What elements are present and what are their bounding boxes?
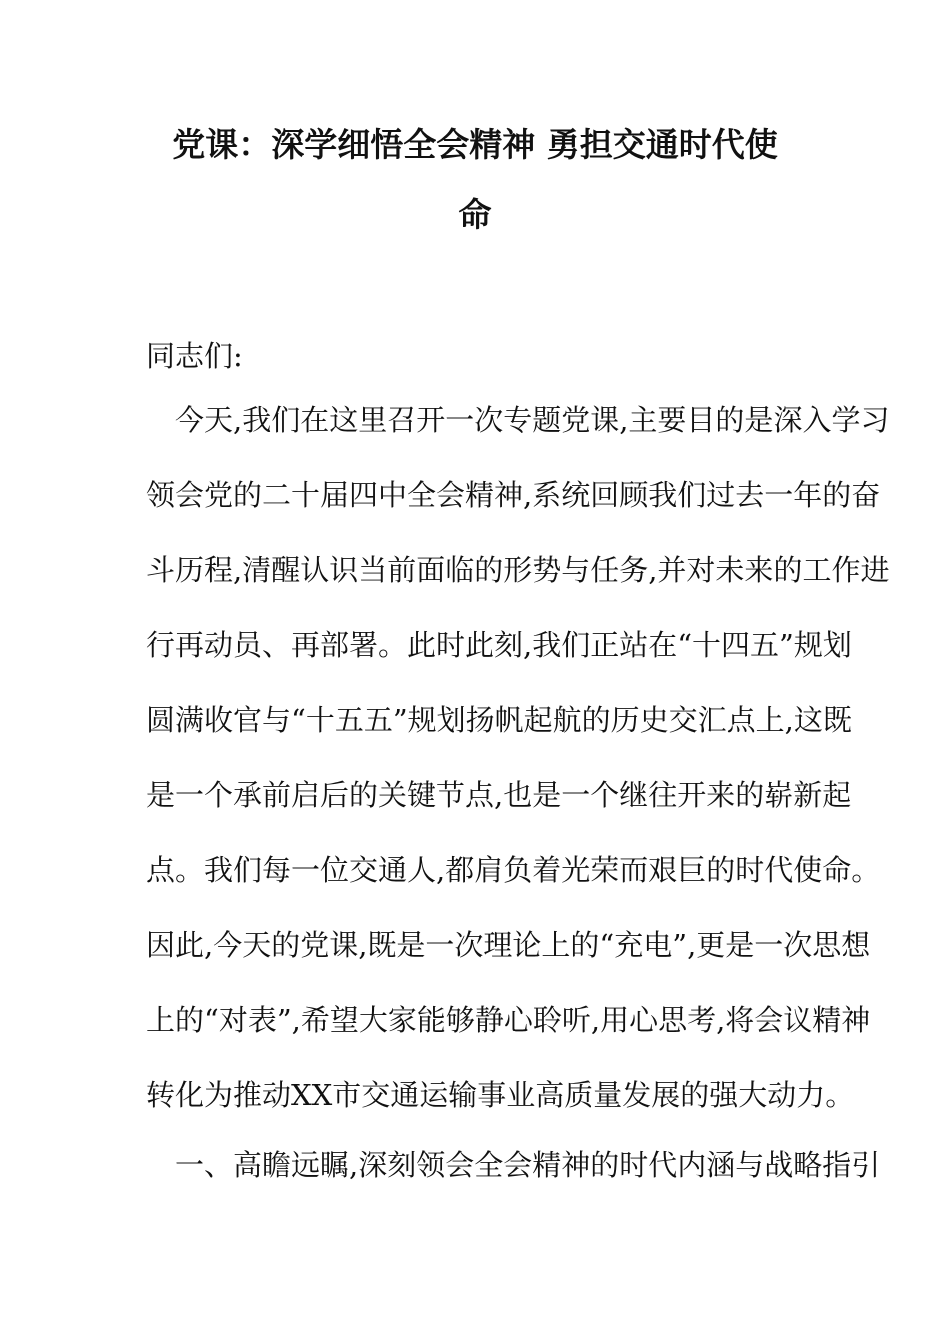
paragraph-line: 领会党的二十届四中全会精神,系统回顾我们过去一年的奋 <box>146 478 881 512</box>
document-title-line-1: 党课：深学细悟全会精神 勇担交通时代使 <box>172 125 778 164</box>
paragraph-line: 斗历程,清醒认识当前面临的形势与任务,并对未来的工作进 <box>146 553 890 587</box>
paragraph-line: 今天,我们在这里召开一次专题党课,主要目的是深入学习 <box>146 403 890 437</box>
paragraph-line: 点。我们每一位交通人,都肩负着光荣而艰巨的时代使命。 <box>146 853 881 887</box>
section-heading: 一、高瞻远瞩,深刻领会全会精神的时代内涵与战略指引 <box>146 1148 881 1182</box>
paragraph-line: 圆满收官与“十五五”规划扬帆起航的历史交汇点上,这既 <box>146 703 852 737</box>
paragraph-line: 转化为推动XX市交通运输事业高质量发展的强大动力。 <box>146 1078 855 1112</box>
paragraph-line: 是一个承前启后的关键节点,也是一个继往开来的崭新起 <box>146 778 852 812</box>
paragraph-line: 行再动员、再部署。此时此刻,我们正站在“十四五”规划 <box>146 628 852 662</box>
paragraph-line: 上的“对表”,希望大家能够静心聆听,用心思考,将会议精神 <box>146 1003 871 1037</box>
document-title-line-2: 命 <box>458 195 492 234</box>
paragraph-line: 因此,今天的党课,既是一次理论上的“充电”,更是一次思想 <box>146 928 871 962</box>
salutation: 同志们: <box>146 339 243 373</box>
